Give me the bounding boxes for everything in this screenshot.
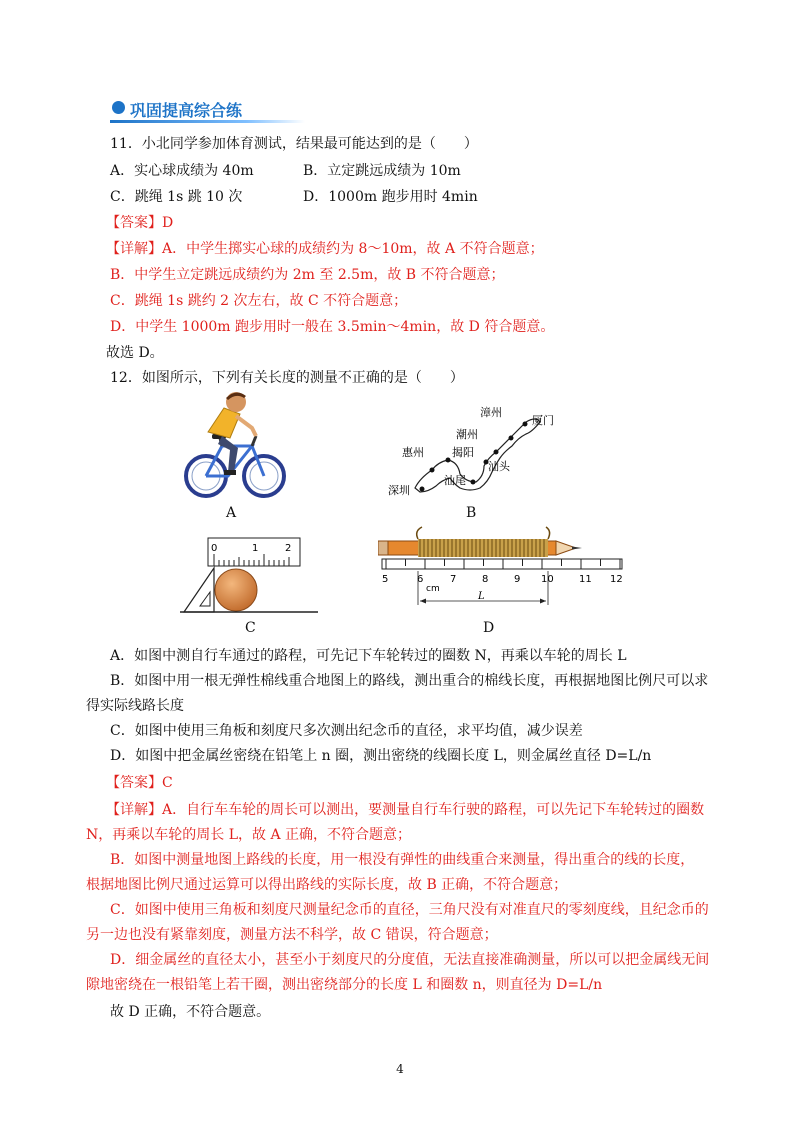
q12-explanation-b-line2: 根据地图比例尺通过运算可以得出路线的实际长度，故 B 正确，不符合题意； <box>86 877 568 893</box>
q11-explanation-d: D．中学生 1000m 跑步用时一般在 3.5min～4min，故 D 符合题意。 <box>110 319 555 335</box>
q11-explanation-c: C．跳绳 1s 跳约 2 次左右，故 C 不符合题意； <box>110 293 408 309</box>
figure-c-ruler-coin <box>180 536 320 616</box>
q11-option-b: B．立定跳远成绩为 10m <box>303 163 461 179</box>
figure-b-label: B <box>466 505 477 521</box>
q11-answer: 【答案】D <box>106 215 174 231</box>
ruler-d-tick-label: 6 <box>417 574 424 585</box>
q12-answer: 【答案】C <box>106 775 173 791</box>
q12-explanation-c-line2: 另一边也没有紧靠刻度，测量方法不科学，故 C 错误，符合题意； <box>86 927 498 943</box>
map-city-label: 惠州 <box>402 446 424 459</box>
q12-explanation-a-line2: N，再乘以车轮的周长 L，故 A 正确，不符合题意； <box>86 827 412 843</box>
q12-explanation-a-line1: 【详解】A．自行车车轮的周长可以测出，要测量自行车行驶的路程，可以先记下车轮转过的圈数 <box>106 802 705 818</box>
section-underline <box>110 120 305 123</box>
q11-explanation-b: B．中学生立定跳远成绩约为 2m 至 2.5m，故 B 不符合题意； <box>110 267 505 283</box>
section-bullet-icon <box>112 101 125 114</box>
ruler-d-tick-label: 7 <box>450 574 457 585</box>
q11-conclusion: 故选 D。 <box>106 345 164 361</box>
figure-d-pencil-coil <box>378 525 628 620</box>
figure-c-label: C <box>245 620 256 636</box>
map-city-label: 深圳 <box>388 484 410 497</box>
q12-explanation-c-line1: C．如图中使用三角板和刻度尺测量纪念币的直径，三角尺没有对准直尺的零刻度线，且纪念币的 <box>110 902 709 918</box>
ruler-d-unit: cm <box>426 584 440 594</box>
section-title: 巩固提高综合练 <box>130 101 243 120</box>
q12-option-b-line2: 得实际线路长度 <box>86 698 184 714</box>
ruler-d-tick-label: 10 <box>541 574 554 585</box>
figure-a-label: A <box>226 505 237 521</box>
map-city-label: 汕尾 <box>444 474 466 487</box>
figure-a-bicycle <box>178 388 288 500</box>
q12-explanation-d-line2: 隙地密绕在一根铅笔上若干圈，测出密绕部分的长度 L 和圈数 n，则直径为 D=L/n <box>86 977 603 993</box>
ruler-c-tick-label: 1 <box>252 543 259 554</box>
q12-option-a: A．如图中测自行车通过的路程，可先记下车轮转过的圈数 N，再乘以车轮的周长 L <box>110 648 627 664</box>
map-city-label: 潮州 <box>456 428 478 441</box>
ruler-d-tick-label: 8 <box>482 574 489 585</box>
q12-option-b-line1: B．如图中用一根无弹性棉线重合地图上的路线，测出重合的棉线长度，再根据地图比例尺可以求 <box>110 673 709 689</box>
ruler-d-tick-label: 5 <box>382 574 389 585</box>
q12-option-d: D．如图中把金属丝密绕在铅笔上 n 圈，测出密绕的线圈长度 L，则金属丝直径 D=L/n <box>110 748 652 764</box>
map-city-label: 厦门 <box>532 414 554 427</box>
length-l-label: L <box>478 591 485 602</box>
map-city-label: 揭阳 <box>452 446 474 459</box>
q12-stem: 12．如图所示，下列有关长度的测量不正确的是（ ） <box>110 370 464 386</box>
map-city-label: 漳州 <box>480 406 502 419</box>
q11-stem: 11．小北同学参加体育测试，结果最可能达到的是（ ） <box>110 136 478 152</box>
q11-explanation-a: 【详解】A．中学生掷实心球的成绩约为 8～10m，故 A 不符合题意； <box>106 241 544 257</box>
q12-conclusion: 故 D 正确，不符合题意。 <box>110 1004 271 1020</box>
ruler-c-tick-label: 2 <box>285 543 292 554</box>
q12-explanation-b-line1: B．如图中测量地图上路线的长度，用一根没有弹性的曲线重合来测量，得出重合的线的长度， <box>110 852 695 868</box>
map-city-label: 汕头 <box>488 460 510 473</box>
ruler-d-tick-label: 9 <box>514 574 521 585</box>
figure-b-map <box>380 400 560 505</box>
q11-option-d: D．1000m 跑步用时 4min <box>303 189 478 205</box>
q12-option-c: C．如图中使用三角板和刻度尺多次测出纪念币的直径，求平均值，减少误差 <box>110 723 583 739</box>
ruler-d-tick-label: 12 <box>610 574 623 585</box>
q12-explanation-d-line1: D．细金属丝的直径太小，甚至小于刻度尺的分度值，无法直接准确测量，所以可以把金属线无间 <box>110 952 710 968</box>
ruler-c-tick-label: 0 <box>211 543 218 554</box>
page-number: 4 <box>396 1062 404 1076</box>
ruler-d-tick-label: 11 <box>579 574 592 585</box>
q11-option-a: A．实心球成绩为 40m <box>110 163 254 179</box>
figure-d-label: D <box>483 620 495 636</box>
q11-option-c: C．跳绳 1s 跳 10 次 <box>110 189 243 205</box>
